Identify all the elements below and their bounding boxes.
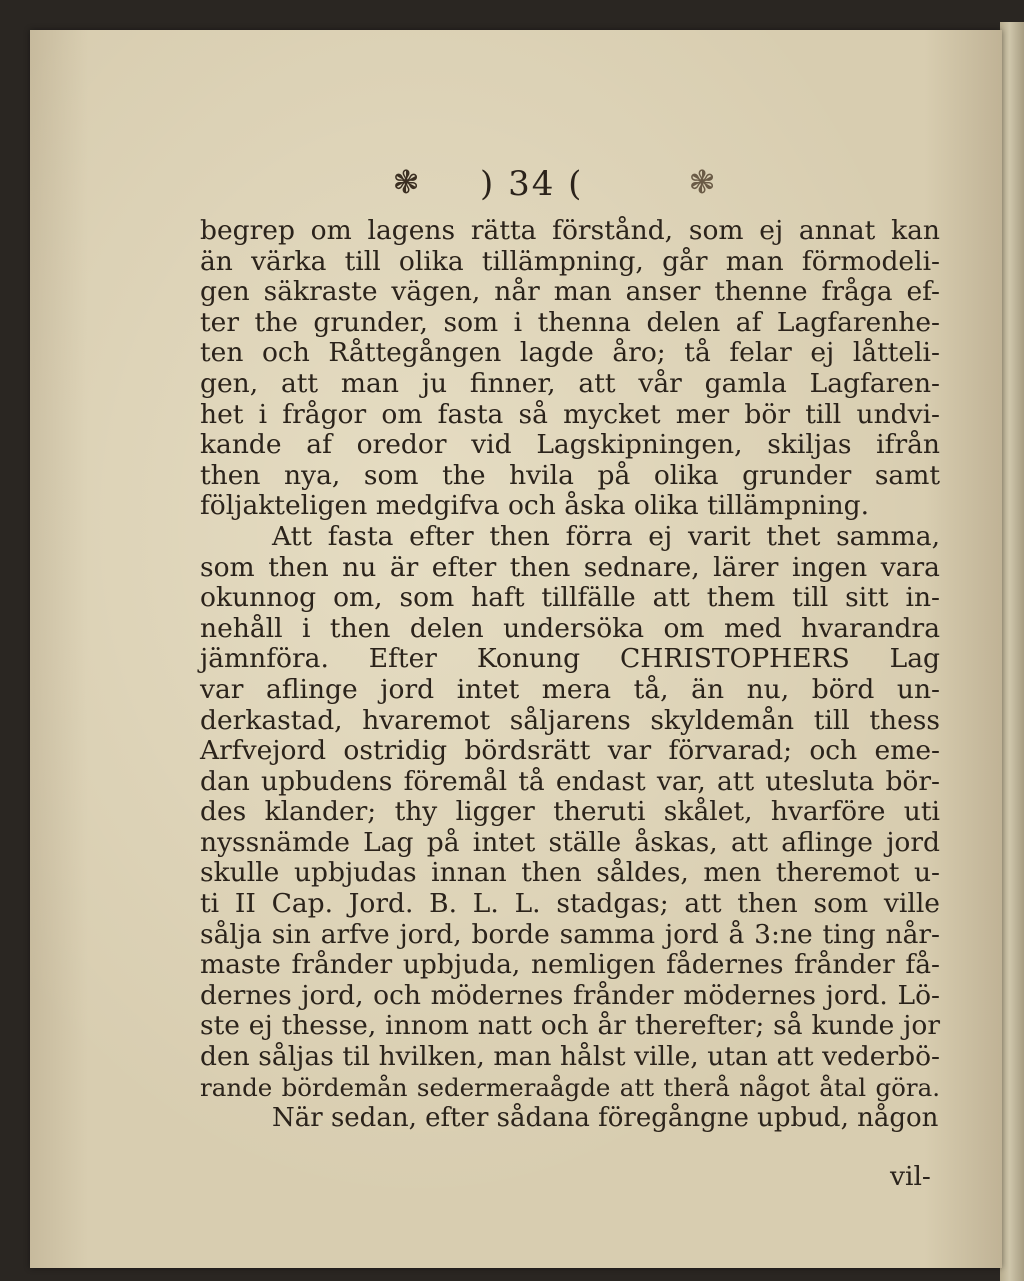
text-line: skulle upbjudas innan then såldes, men theremot u-: [200, 857, 940, 889]
text-line: okunnog om, som haft tillfälle att them till sitt in-: [200, 582, 940, 614]
book-spine-edge: [1000, 22, 1024, 1281]
text-line: följakteligen medgifva och åska olika tillämpning.: [200, 490, 870, 522]
page-header: [30, 158, 1002, 218]
text-line: ten och Råttegången lagde åro; tå felar ej låtteli-: [200, 337, 940, 369]
catchword: vil-: [890, 1161, 931, 1192]
text-line: Arfvejord ostridig bördsrätt var förvarad; och eme-: [200, 735, 940, 767]
text-line: Att fasta efter then förra ej varit thet samma,: [272, 520, 940, 552]
text-line: dan upbudens föremål tå endast var, att utesluta bör-: [200, 765, 940, 797]
text-line: sålja sin arfve jord, borde samma jord å 3:ne ting når-: [200, 918, 940, 950]
text-line: dernes jord, och mödernes frånder mödernes jord. Lö-: [200, 979, 940, 1011]
text-line: des klander; thy ligger theruti skålet, hvarföre uti: [200, 796, 940, 828]
text-line: jämnföra. Efter Konung CHRISTOPHERS Lag: [200, 643, 940, 675]
text-line: begrep om lagens rätta förstånd, som ej annat kan: [200, 215, 940, 246]
text-line: nyssnämde Lag på intet ställe åskas, att aflinge jord: [200, 826, 940, 858]
flower-ornament-icon: ❃: [392, 163, 420, 201]
text-line: den såljas til hvilken, man hålst ville, utan att vederbö-: [200, 1041, 940, 1073]
text-line: ter the grunder, som i thenna delen af Lagfarenhe-: [200, 306, 940, 338]
text-line: maste frånder upbjuda, nemligen fådernes frånder få-: [200, 949, 940, 981]
book-page: [30, 30, 1002, 1268]
text-line: then nya, som the hvila på olika grunder samt: [200, 459, 940, 491]
text-line: som then nu är efter then sednare, lärer ingen vara: [200, 551, 940, 583]
text-line: var aflinge jord intet mera tå, än nu, börd un-: [200, 673, 940, 705]
text-line: gen säkraste vägen, når man anser thenne fråga ef-: [200, 276, 940, 308]
text-line: ste ej thesse, innom natt och år therefter; så kunde jor: [200, 1010, 940, 1042]
text-line: het i frågor om fasta så mycket mer bör till undvi-: [200, 398, 940, 430]
text-line: När sedan, efter sådana föregångne upbud, någon: [272, 1103, 939, 1134]
flower-ornament-icon: ❃: [688, 163, 716, 201]
text-line: gen, att man ju finner, att vår gamla Lagfaren-: [200, 367, 940, 399]
text-line: nehåll i then delen undersöka om med hvarandra: [200, 612, 940, 644]
page-number: ) 34 (: [480, 164, 584, 204]
text-line: ti II Cap. Jord. B. L. L. stadgas; att then som ville: [200, 888, 940, 920]
text-line: rande bördemån sedermeraågde att therå något åtal göra.: [200, 1072, 940, 1102]
text-line: kande af oredor vid Lagskipningen, skiljas ifrån: [200, 429, 940, 461]
text-line: än värka till olika tillämpning, går man förmodeli-: [200, 245, 940, 277]
text-line: derkastad, hvaremot såljarens skyldemån till thess: [200, 704, 940, 736]
body-text: [200, 216, 940, 1134]
